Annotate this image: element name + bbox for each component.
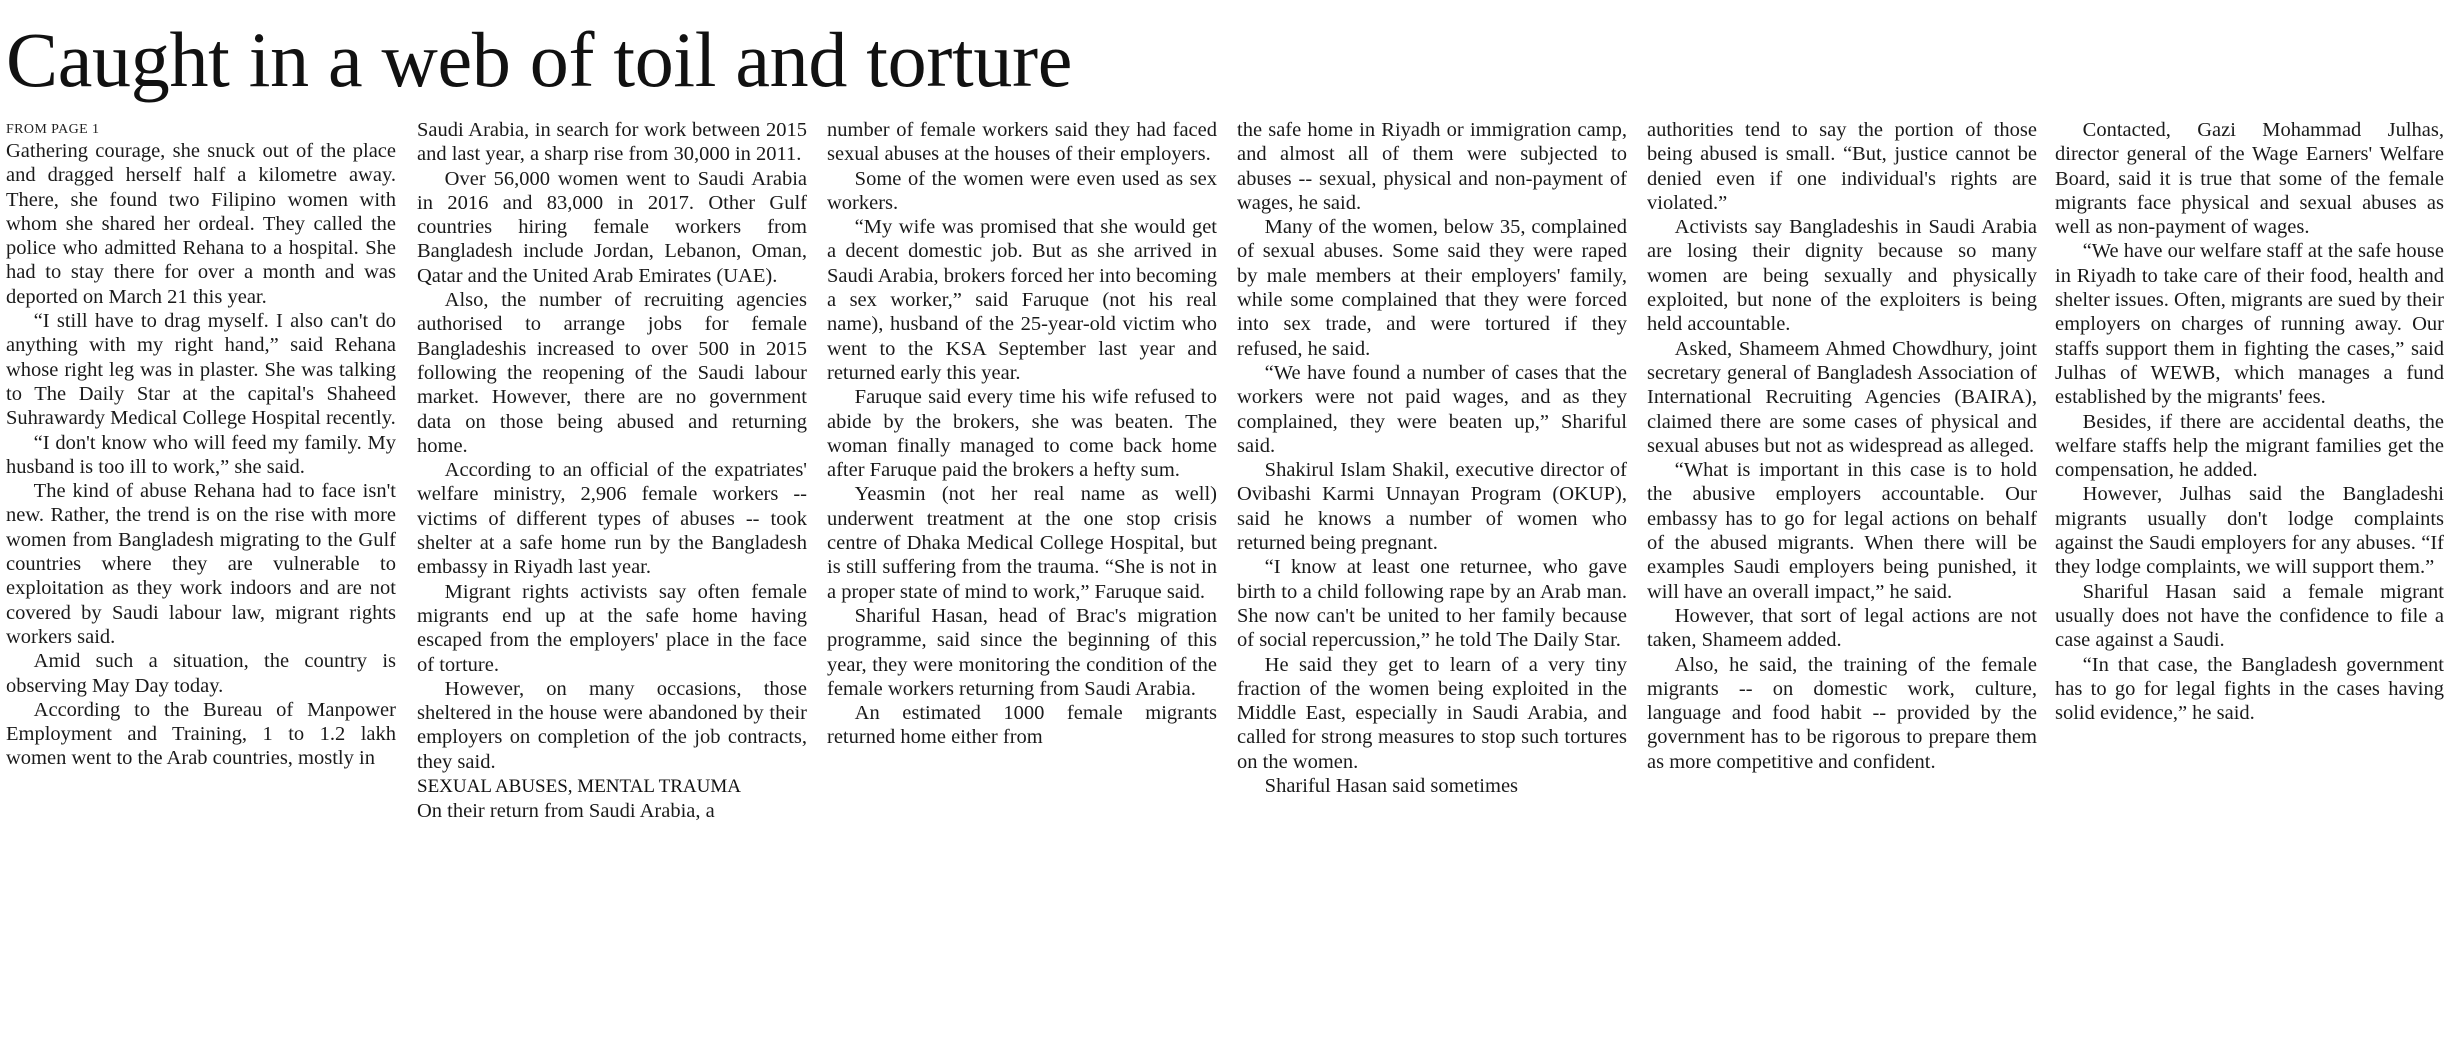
paragraph: Contacted, Gazi Mohammad Julhas, director general of the Wage Earners' Welfare Board, said it is true that some of the female migrants face physical and sexual abuses as well as non-payment of wages. (2055, 119, 2444, 239)
column-6 (2055, 118, 2444, 1048)
paragraph: Many of the women, below 35, complained of sexual abuses. Some said they were raped by male members at their employers' family, while some complained that they were forced into sex trade, and were tortured if they refused, he said. (1237, 216, 1627, 360)
column-2 (417, 118, 807, 1048)
paragraph: Activists say Bangladeshis in Saudi Arabia are losing their dignity because so many women are being sexually and physically exploited, but none of the exploiters is being held accountable. (1647, 216, 2037, 336)
paragraph: Also, the number of recruiting agencies authorised to arrange jobs for female Bangladeshis increased to over 500 in 2015 following the reopening of the Saudi labour market. However, there are no government data on those being abused and returning home. (417, 289, 807, 457)
paragraph: “What is important in this case is to hold the abusive employers accountable. Our embassy has to go for legal actions on behalf of the abused migrants. When there will be examples Saudi employers being punished, it will have an overall impact,” he said. (1647, 459, 2037, 603)
continued-from-label: FROM PAGE 1 (6, 122, 100, 137)
paragraph: Shakirul Islam Shakil, executive director of Ovibashi Karmi Unnayan Program (OKUP), said he knows a number of women who returned being pregnant. (1237, 459, 1627, 555)
paragraph: On their return from Saudi Arabia, a (417, 800, 715, 823)
paragraph: An estimated 1000 female migrants returned home either from (827, 702, 1217, 749)
paragraph: Shariful Hasan said a female migrant usually does not have the confidence to file a case against a Saudi. (2055, 580, 2444, 652)
paragraph: “I know at least one returnee, who gave birth to a child following rape by an Arab man. She now can't be united to her family because of social repercussion,” he told The Daily Star. (1237, 556, 1627, 652)
paragraph: Gathering courage, she snuck out of the place and dragged herself half a kilometre away. There, she found two Filipino women with whom she shared her ordeal. They called the police who admitted Rehana to a hospital. She had to stay there for over a month and was deported on March 21 this year. (6, 140, 396, 308)
paragraph: According to an official of the expatriates' welfare ministry, 2,906 female workers -- victims of different types of abuses -- took shelter at a safe home run by the Bangladesh embassy in Riyadh last year. (417, 459, 807, 579)
paragraph: “My wife was promised that she would get a decent domestic job. But as she arrived in Saudi Arabia, brokers forced her into becoming a sex worker,” said Faruque (not his real name), husband of the 25-year-old victim who went to the KSA September last year and returned early this year. (827, 216, 1217, 384)
paragraph: The kind of abuse Rehana had to face isn't new. Rather, the trend is on the rise with more women from Bangladesh migrating to the Gulf countries where they are vulnerable to exploitation as they work indoors and are not covered by Saudi labour law, migrant rights workers said. (6, 480, 396, 648)
paragraph: According to the Bureau of Manpower Employment and Training, 1 to 1.2 lakh women went to the Arab countries, mostly in (6, 698, 396, 770)
paragraph: Asked, Shameem Ahmed Chowdhury, joint secretary general of Bangladesh Association of International Recruiting Agencies (BAIRA), claimed there are some cases of physical and sexual abuses but not as widespread as alleged. (1647, 337, 2037, 457)
paragraph: number of female workers said they had faced sexual abuses at the houses of their employers. (827, 119, 1217, 166)
paragraph: “I don't know who will feed my family. My husband is too ill to work,” she said. (6, 431, 396, 478)
paragraph: Besides, if there are accidental deaths, the welfare staffs help the migrant families get the compensation, he added. (2055, 410, 2444, 482)
paragraph: However, Julhas said the Bangladeshi migrants usually don't lodge complaints against the Saudi employers for any abuses. “If they lodge complaints, we will support them.” (2055, 483, 2444, 579)
paragraph: However, that sort of legal actions are not taken, Shameem added. (1647, 604, 2037, 652)
paragraph: “We have found a number of cases that the workers were not paid wages, and as they complained, they were beaten up,” Shariful said. (1237, 361, 1627, 457)
paragraph: Over 56,000 women went to Saudi Arabia in 2016 and 83,000 in 2017. Other Gulf countries hiring female workers from Bangladesh include Jordan, Lebanon, Oman, Qatar and the United Arab Emirates (UAE). (417, 167, 807, 287)
headline: Caught in a web of toil and torture (6, 16, 1073, 103)
column-1 (6, 118, 396, 1048)
paragraph: the safe home in Riyadh or immigration camp, and almost all of them were subjected to abuses -- sexual, physical and non-payment of wages, he said. (1237, 119, 1627, 214)
paragraph: authorities tend to say the portion of those being abused is small. “But, justice cannot be denied even if one individual's rights are violated.” (1647, 119, 2037, 214)
paragraph: “In that case, the Bangladesh government has to go for legal fights in the cases having solid evidence,” he said. (2055, 653, 2444, 725)
paragraph: Yeasmin (not her real name as well) underwent treatment at the one stop crisis centre of Dhaka Medical College Hospital, but is still suffering from the trauma. “She is not in a proper state of mind to work,” Faruque said. (827, 483, 1217, 603)
paragraph: Migrant rights activists say often female migrants end up at the safe home having escaped from the employers' place in the face of torture. (417, 580, 807, 676)
paragraph: He said they get to learn of a very tiny fraction of the women being exploited in the Middle East, especially in Saudi Arabia, and called for strong measures to stop such tortures on the women. (1237, 653, 1627, 773)
paragraph: Some of the women were even used as sex workers. (827, 167, 1217, 214)
paragraph: “I still have to drag myself. I also can't do anything with my right hand,” said Rehana whose right leg was in plaster. She was talking to The Daily Star at the capital's Shaheed Suhrawardy Medical College Hospital recently. (6, 310, 396, 430)
paragraph: “We have our welfare staff at the safe house in Riyadh to take care of their food, health and shelter issues. Often, migrants are sued by their employers on charges of running away. Our staffs support them in fighting the cases,” said Julhas of WEWB, which manages a fund established by the migrants' fees. (2055, 240, 2444, 409)
column-3 (827, 118, 1217, 1048)
column-4 (1237, 118, 1627, 1048)
paragraph: Faruque said every time his wife refused to abide by the brokers, she was beaten. The woman finally managed to come back home after Faruque paid the brokers a hefty sum. (827, 386, 1217, 482)
paragraph: Shariful Hasan, head of Brac's migration programme, said since the beginning of this year, they were monitoring the condition of the female workers returning from Saudi Arabia. (827, 604, 1217, 700)
paragraph: Amid such a situation, the country is observing May Day today. (6, 650, 396, 697)
paragraph: Saudi Arabia, in search for work between 2015 and last year, a sharp rise from 30,000 in 2011. (417, 119, 807, 166)
paragraph: Also, he said, the training of the female migrants -- on domestic work, culture, language and food habit -- provided by the government has to be rigorous to prepare them as more competitive and confident. (1647, 653, 2037, 773)
paragraph: However, on many occasions, those sheltered in the house were abandoned by their employers on completion of the job contracts, they said. (417, 677, 807, 773)
column-5 (1647, 118, 2037, 1048)
paragraph: Shariful Hasan said sometimes (1264, 775, 1519, 798)
section-subhead: SEXUAL ABUSES, MENTAL TRAUMA (417, 776, 741, 798)
